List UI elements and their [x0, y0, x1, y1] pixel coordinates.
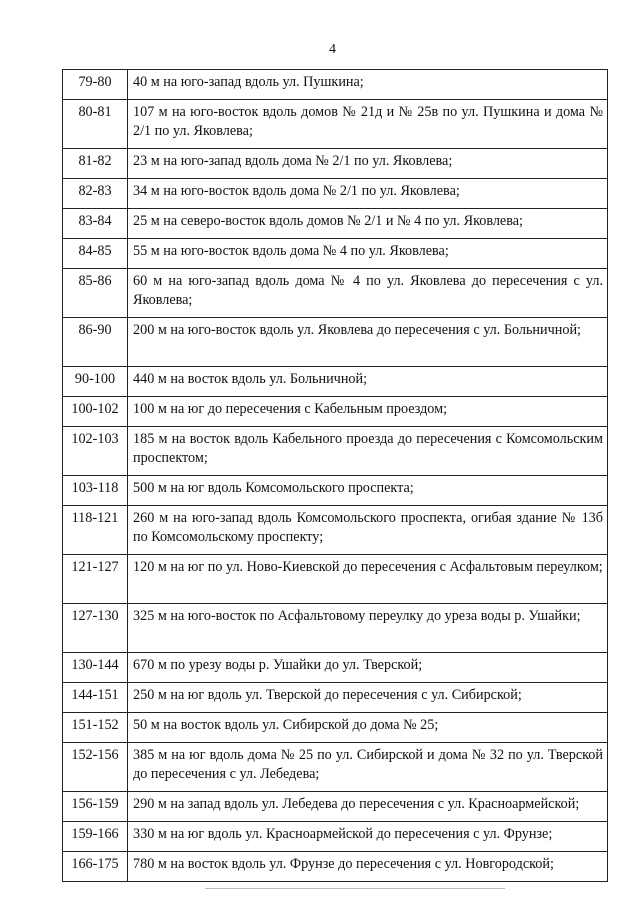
point-range-cell: 84-85 — [63, 239, 128, 269]
table-row — [63, 367, 608, 397]
table-row — [63, 239, 608, 269]
point-range-cell: 151-152 — [63, 713, 128, 743]
description-cell: 120 м на юг по ул. Ново-Киевской до пересечения с Асфальтовым переулком; — [128, 555, 608, 604]
table-row — [63, 397, 608, 427]
table-row — [63, 822, 608, 852]
point-range-cell: 118-121 — [63, 506, 128, 555]
point-range-cell: 81-82 — [63, 149, 128, 179]
point-range-cell: 156-159 — [63, 792, 128, 822]
description-cell: 500 м на юг вдоль Комсомольского проспекта; — [128, 476, 608, 506]
point-range-cell: 152-156 — [63, 743, 128, 792]
point-range-cell: 121-127 — [63, 555, 128, 604]
description-cell: 330 м на юг вдоль ул. Красноармейской до пересечения с ул. Фрунзе; — [128, 822, 608, 852]
table-row — [63, 506, 608, 555]
page-number: 4 — [329, 42, 336, 57]
point-range-cell: 100-102 — [63, 397, 128, 427]
point-range-cell: 79-80 — [63, 70, 128, 100]
table-row — [63, 427, 608, 476]
point-range-cell: 90-100 — [63, 367, 128, 397]
table-row — [63, 852, 608, 882]
point-range-cell: 103-118 — [63, 476, 128, 506]
scan-edge-line — [205, 888, 505, 889]
description-cell: 100 м на юг до пересечения с Кабельным проездом; — [128, 397, 608, 427]
description-cell: 670 м по урезу воды р. Ушайки до ул. Тверской; — [128, 653, 608, 683]
table-row — [63, 70, 608, 100]
description-cell: 23 м на юго-запад вдоль дома № 2/1 по ул. Яковлева; — [128, 149, 608, 179]
table-row — [63, 179, 608, 209]
point-range-cell: 159-166 — [63, 822, 128, 852]
table-row — [63, 653, 608, 683]
point-range-cell: 130-144 — [63, 653, 128, 683]
table-row — [63, 100, 608, 149]
table-row — [63, 555, 608, 604]
description-cell: 107 м на юго-восток вдоль домов № 21д и № 25в по ул. Пушкина и дома № 2/1 по ул. Яковлева; — [128, 100, 608, 149]
point-range-cell: 166-175 — [63, 852, 128, 882]
description-cell: 250 м на юг вдоль ул. Тверской до пересечения с ул. Сибирской; — [128, 683, 608, 713]
description-cell: 200 м на юго-восток вдоль ул. Яковлева до пересечения с ул. Больничной; — [128, 318, 608, 367]
table-row — [63, 209, 608, 239]
description-cell: 260 м на юго-запад вдоль Комсомольского проспекта, огибая здание № 13б по Комсомольскому проспекту; — [128, 506, 608, 555]
point-range-cell: 86-90 — [63, 318, 128, 367]
point-range-cell: 144-151 — [63, 683, 128, 713]
table-row — [63, 743, 608, 792]
point-range-cell: 85-86 — [63, 269, 128, 318]
description-cell: 185 м на восток вдоль Кабельного проезда до пересечения с Комсомольским проспектом; — [128, 427, 608, 476]
table-row — [63, 476, 608, 506]
description-cell: 440 м на восток вдоль ул. Больничной; — [128, 367, 608, 397]
description-cell: 385 м на юг вдоль дома № 25 по ул. Сибирской и дома № 32 по ул. Тверской до пересечения с ул. Лебедева; — [128, 743, 608, 792]
description-cell: 40 м на юго-запад вдоль ул. Пушкина; — [128, 70, 608, 100]
description-cell: 34 м на юго-восток вдоль дома № 2/1 по ул. Яковлева; — [128, 179, 608, 209]
table-row — [63, 269, 608, 318]
description-cell: 25 м на северо-восток вдоль домов № 2/1 и № 4 по ул. Яковлева; — [128, 209, 608, 239]
description-cell: 325 м на юго-восток по Асфальтовому переулку до уреза воды р. Ушайки; — [128, 604, 608, 653]
point-range-cell: 102-103 — [63, 427, 128, 476]
table-row — [63, 792, 608, 822]
point-range-cell: 80-81 — [63, 100, 128, 149]
description-cell: 50 м на восток вдоль ул. Сибирской до дома № 25; — [128, 713, 608, 743]
point-range-cell: 127-130 — [63, 604, 128, 653]
description-cell: 780 м на восток вдоль ул. Фрунзе до пересечения с ул. Новгородской; — [128, 852, 608, 882]
table-row — [63, 604, 608, 653]
table-row — [63, 713, 608, 743]
description-cell: 55 м на юго-восток вдоль дома № 4 по ул. Яковлева; — [128, 239, 608, 269]
description-cell: 60 м на юго-запад вдоль дома № 4 по ул. Яковлева до пересечения с ул. Яковлева; — [128, 269, 608, 318]
point-range-cell: 82-83 — [63, 179, 128, 209]
table-row — [63, 318, 608, 367]
route-table — [62, 69, 608, 882]
description-cell: 290 м на запад вдоль ул. Лебедева до пересечения с ул. Красноармейской; — [128, 792, 608, 822]
table-row — [63, 683, 608, 713]
point-range-cell: 83-84 — [63, 209, 128, 239]
table-row — [63, 149, 608, 179]
